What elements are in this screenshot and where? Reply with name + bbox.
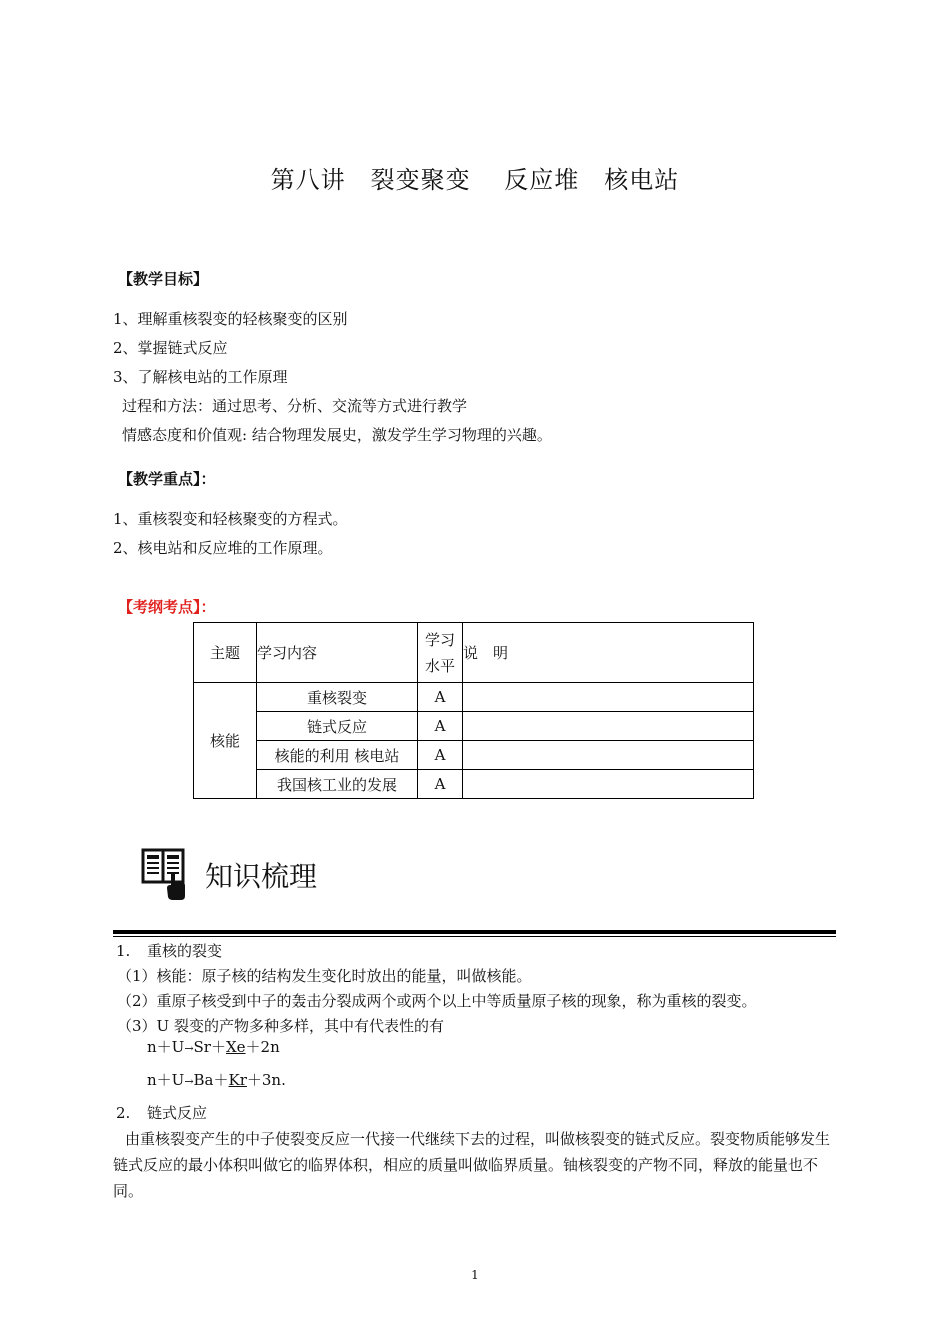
equation-1 (147, 1036, 280, 1060)
table-header-row (194, 623, 754, 683)
note-cell (463, 683, 754, 712)
goal-item: 1、理解重核裂变的轻核聚变的区别 (113, 310, 348, 328)
table-row (194, 741, 754, 770)
note-cell (463, 741, 754, 770)
equation-2 (147, 1069, 286, 1093)
content-cell: 链式反应 (257, 712, 418, 741)
theme-cell: 核能 (194, 683, 257, 799)
eq2-pre: n＋U (147, 1071, 185, 1089)
goal-item: 2、掌握链式反应 (113, 339, 228, 357)
section1-p3: （3）U 裂变的产物多种多样，其中有代表性的有 (117, 1017, 444, 1035)
book-hand-icon (141, 848, 189, 902)
goal-emotion: 情感态度和价值观: 结合物理发展史，激发学生学习物理的兴趣。 (122, 426, 552, 444)
goal-item: 3、了解核电站的工作原理 (113, 368, 288, 386)
page-number: 1 (471, 1268, 479, 1282)
section2-number: 2. (116, 1104, 131, 1122)
eq1-pre: n＋U (147, 1038, 185, 1056)
header-content: 学习内容 (257, 623, 418, 683)
note-cell (463, 712, 754, 741)
level-cell: A (418, 712, 463, 741)
arrow-icon: → (184, 1075, 194, 1088)
goals-heading: 【教学目标】 (118, 270, 209, 288)
section1-p1: （1）核能：原子核的结构发生变化时放出的能量，叫做核能。 (117, 967, 532, 985)
header-level (418, 623, 463, 683)
knowledge-heading: 知识梳理 (205, 860, 318, 893)
table-row (194, 683, 754, 712)
eq1-post: ＋2n (245, 1038, 280, 1056)
content-cell: 核能的利用 核电站 (257, 741, 418, 770)
exam-heading: 【考纲考点】： (118, 598, 216, 616)
header-note: 说 明 (463, 623, 754, 683)
section1-title: 重核的裂变 (147, 942, 223, 960)
content-cell: 我国核工业的发展 (257, 770, 418, 799)
section1-number: 1. (116, 942, 131, 960)
arrow-icon: → (184, 1042, 194, 1055)
level-cell: A (418, 683, 463, 712)
focus-item: 1、重核裂变和轻核聚变的方程式。 (113, 510, 348, 528)
eq2-mid: Ba＋ (193, 1071, 229, 1089)
section1-p2: （2）重原子核受到中子的轰击分裂成两个或两个以上中等质量原子核的现象，称为重核的裂变。 (117, 992, 757, 1010)
page-title: 第八讲 裂变聚变 反应堆 核电站 (270, 166, 680, 194)
note-cell (463, 770, 754, 799)
eq1-product: Xe (225, 1038, 246, 1056)
section2-title: 链式反应 (147, 1104, 208, 1122)
table-row (194, 712, 754, 741)
table-row (194, 770, 754, 799)
exam-table (193, 622, 754, 799)
focus-item: 2、核电站和反应堆的工作原理。 (113, 539, 333, 557)
content-cell: 重核裂变 (257, 683, 418, 712)
divider-thin (113, 936, 836, 937)
divider-thick (113, 930, 836, 934)
eq1-mid: Sr＋ (193, 1038, 226, 1056)
level-cell: A (418, 741, 463, 770)
header-level-line2: 水平 (424, 656, 455, 675)
level-cell: A (418, 770, 463, 799)
header-theme: 主题 (194, 623, 257, 683)
header-level-line1: 学习 (424, 630, 455, 649)
focus-heading: 【教学重点】： (118, 470, 216, 488)
eq2-product: Kr (228, 1071, 247, 1089)
eq2-post: ＋3n. (246, 1071, 286, 1089)
section2-paragraph: 由重核裂变产生的中子使裂变反应一代接一代继续下去的过程，叫做核裂变的链式反应。裂变物质能够发生链式反应的最小体积叫做它的临界体积，相应的质量叫做临界质量。铀核裂变的产物不同，释放的能量也不同。 (113, 1130, 831, 1200)
goal-process: 过程和方法：通过思考、分析、交流等方式进行教学 (122, 397, 468, 415)
